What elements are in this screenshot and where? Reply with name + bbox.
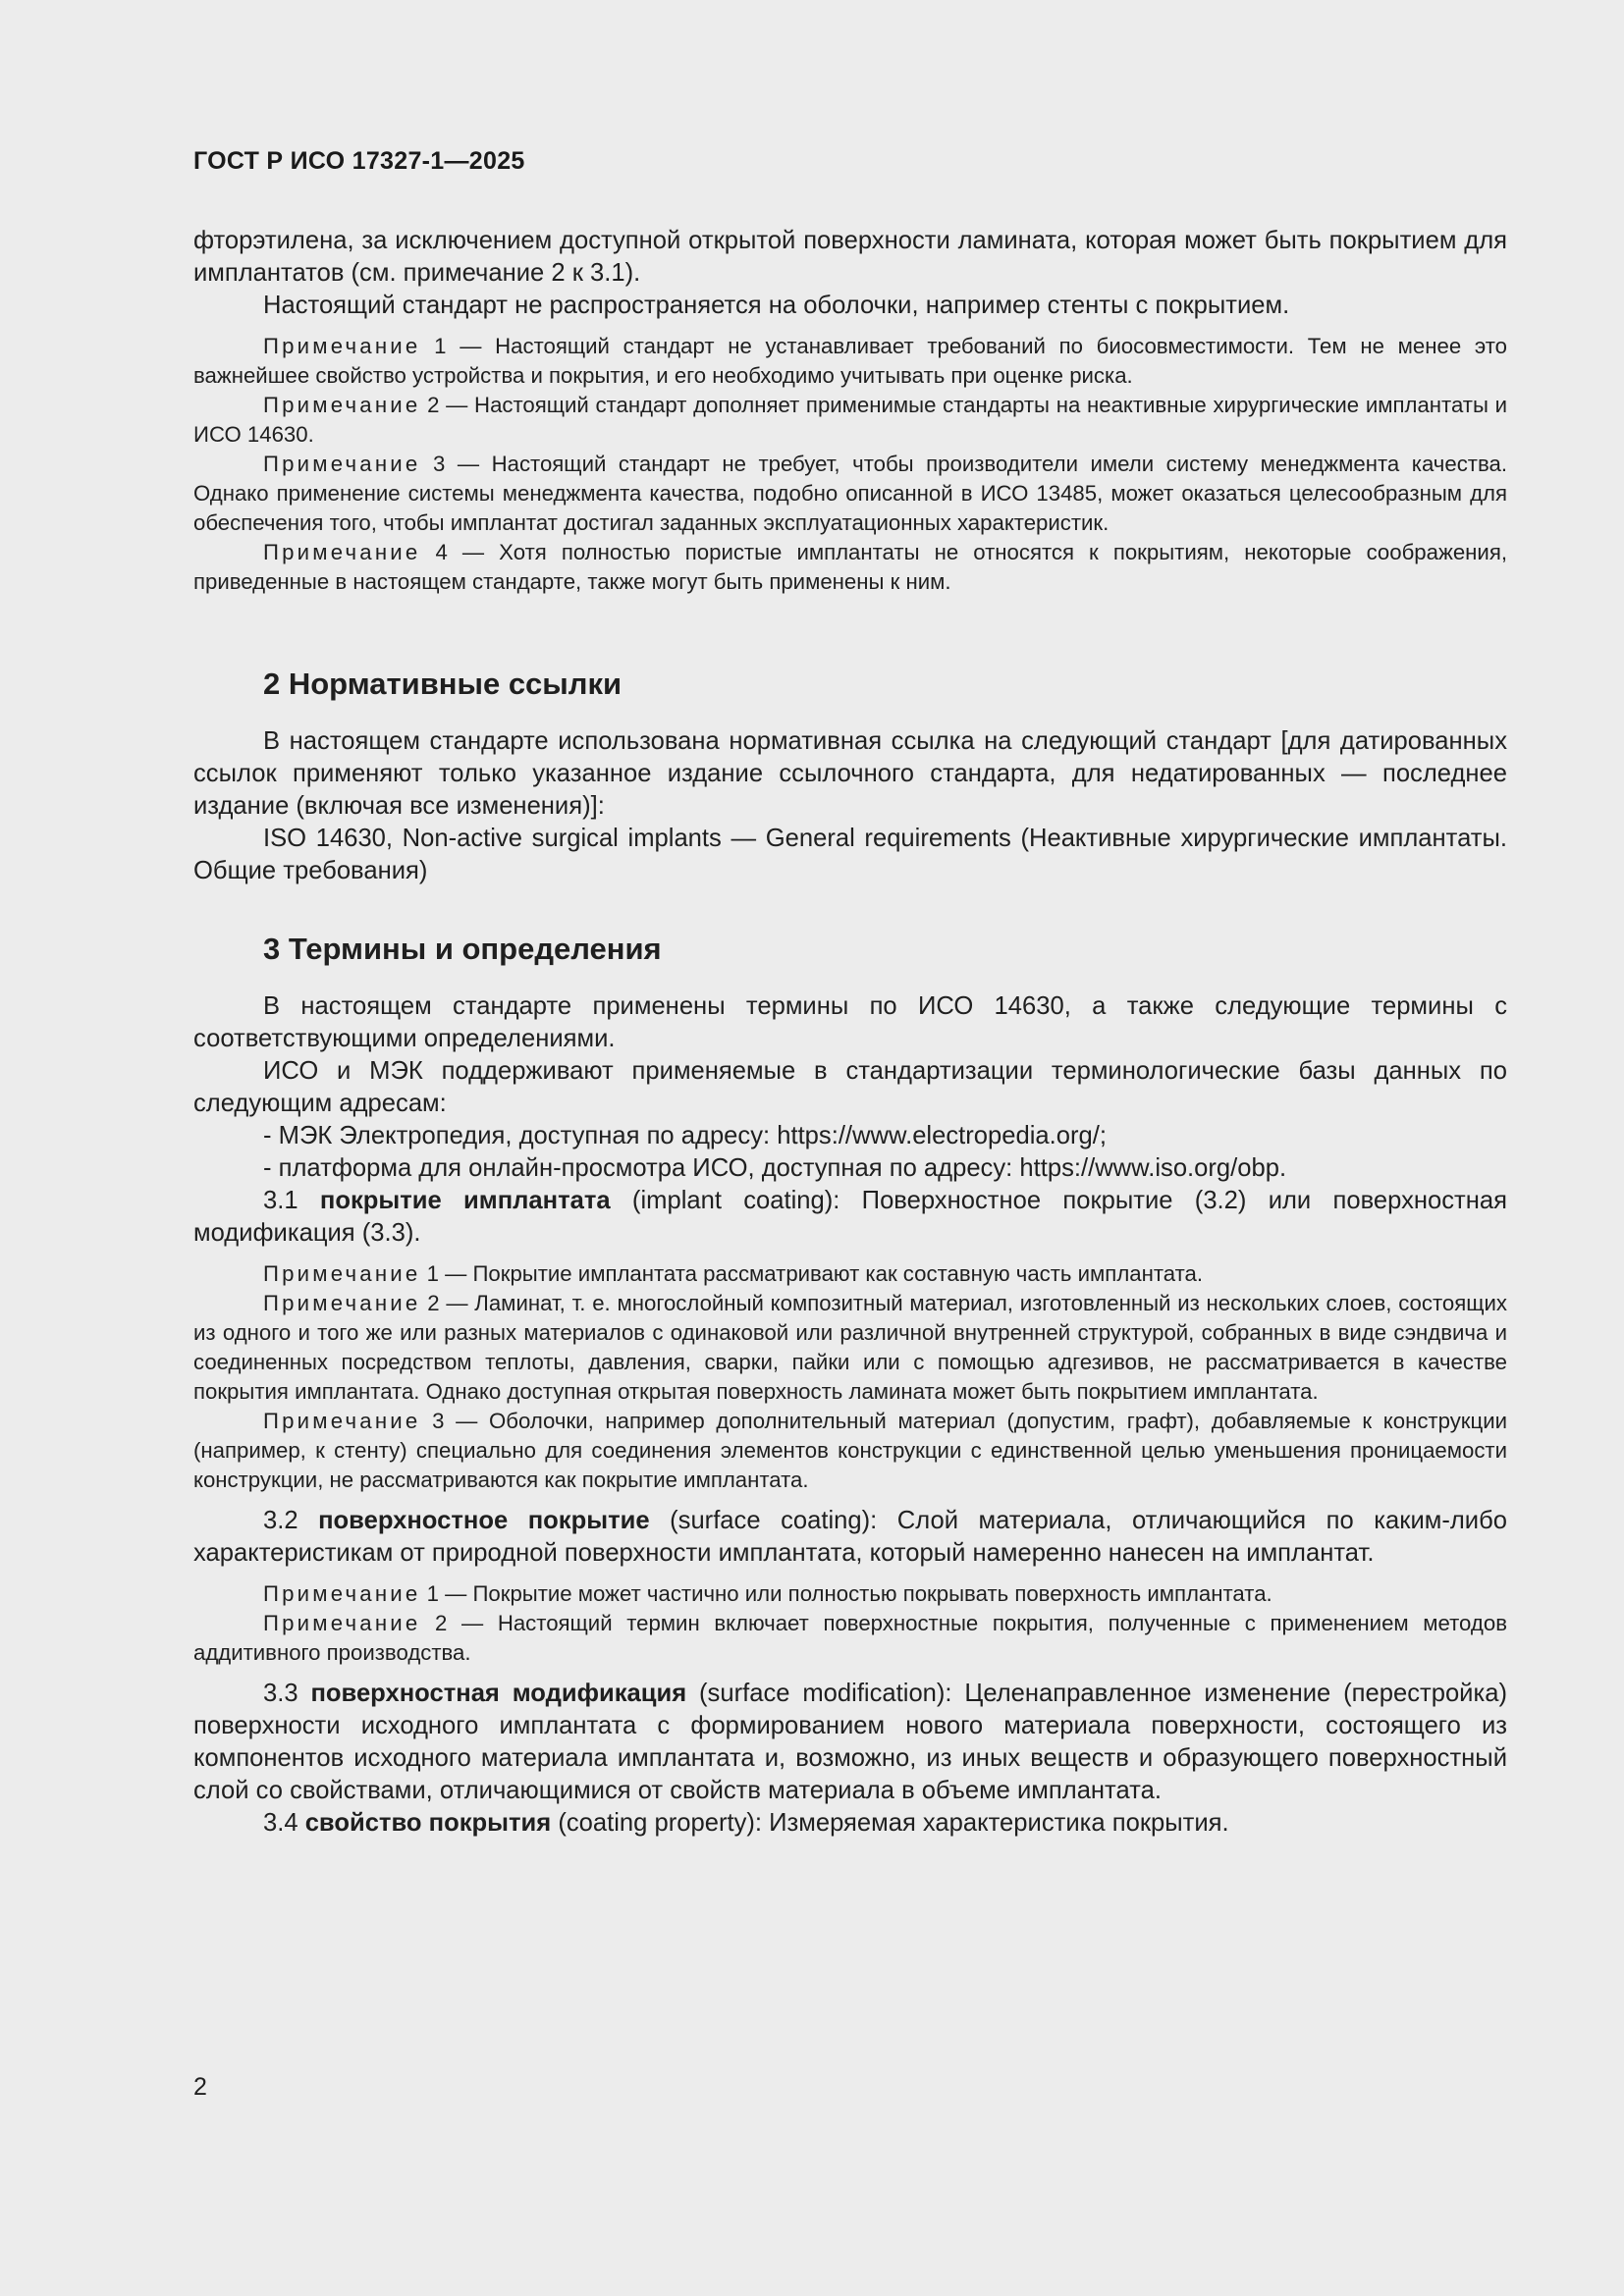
section-title: 3 Термины и определения <box>263 932 662 966</box>
note-text: 2 — Настоящий стандарт дополняет применимые стандарты на неактивные хирургические имплантаты и ИСО 14630. <box>193 393 1507 447</box>
term-number: 3.2 <box>263 1507 319 1534</box>
note-label: Примечание <box>263 393 421 417</box>
note-text: 2 — Ламинат, т. е. многослойный композитный материал, изготовленный из нескольких слоев, состоящих из одного и того же или разных материалов с одинаковой или различной внутренней структурой, собранных в виде сэндвича и соединенных посредством теплоты, давления, сварки, пайки или с помощью адгезивов, не рассматривается в качестве покрытия имплантата. Однако доступная открытая поверхность ламината может быть покрытием имплантата. <box>193 1291 1507 1404</box>
note <box>193 450 1507 538</box>
note-label: Примечание <box>263 1261 421 1286</box>
section-title: 2 Нормативные ссылки <box>263 667 623 701</box>
paragraph: Настоящий стандарт не распространяется на оболочки, например стенты с покрытием. <box>263 292 1290 319</box>
term-name: поверхностная модификация <box>310 1680 687 1707</box>
term-name: поверхностное покрытие <box>318 1507 650 1534</box>
section-normative-references <box>193 665 1507 887</box>
term-definition: (surface modification): Целенаправленное изменение (перестройка) поверхности исходного имплантата с формированием нового материала поверхности, состоящего из компонентов исходного материала имплантата и, возможно, из иных веществ и образующего поверхностный слой со свойствами, отличающимися от свойств материала в объеме имплантата. <box>193 1680 1507 1804</box>
note <box>193 538 1507 597</box>
note <box>193 1407 1507 1495</box>
term-definition: (surface coating): Слой материала, отличающийся по каким-либо характеристикам от природной поверхности имплантата, который намеренно нанесен на имплантат. <box>193 1507 1507 1567</box>
paragraph: В настоящем стандарте применены термины по ИСО 14630, а также следующие термины с соответствующими определениями. <box>193 992 1507 1052</box>
note <box>193 1259 1507 1289</box>
note <box>193 1289 1507 1407</box>
paragraph: В настоящем стандарте использована нормативная ссылка на следующий стандарт [для датированных ссылок применяют только указанное издание ссылочного стандарта, для недатированных — последнее издание (включая все изменения)]: <box>193 727 1507 820</box>
note <box>193 1609 1507 1668</box>
document-code-header: ГОСТ Р ИСО 17327-1—2025 <box>193 147 525 175</box>
term-entry-3-1 <box>193 1185 1507 1250</box>
note-label: Примечание <box>263 540 421 564</box>
note-label: Примечание <box>263 334 421 358</box>
term-definition: (implant coating): Поверхностное покрытие (3.2) или поверхностная модификация (3.3). <box>193 1187 1507 1247</box>
note <box>193 1579 1507 1609</box>
note <box>193 332 1507 391</box>
note-text: 1 — Покрытие может частично или полностью покрывать поверхность имплантата. <box>420 1581 1272 1606</box>
term-number: 3.3 <box>263 1680 311 1707</box>
term-definition: (coating property): Измеряемая характеристика покрытия. <box>551 1809 1229 1837</box>
intro-block <box>193 225 1507 597</box>
term-number: 3.1 <box>263 1187 320 1214</box>
term-entry-3-2 <box>193 1505 1507 1570</box>
note-text: 1 — Настоящий стандарт не устанавливает требований по биосовместимости. Тем не менее это важнейшее свойство устройства и покрытия, и его необходимо учитывать при оценке риска. <box>193 334 1507 388</box>
list-item: - платформа для онлайн-просмотра ИСО, доступная по адресу: https://www.iso.org/obp. <box>263 1154 1287 1182</box>
paragraph: фторэтилена, за исключением доступной открытой поверхности ламината, которая может быть покрытием для имплантатов (см. примечание 2 к 3.1). <box>193 227 1507 287</box>
term-entry-3-4 <box>193 1807 1507 1840</box>
note <box>193 391 1507 450</box>
note-label: Примечание <box>263 1291 421 1315</box>
note-label: Примечание <box>263 1581 421 1606</box>
page-number: 2 <box>193 2073 207 2101</box>
note-text: 3 — Настоящий стандарт не требует, чтобы производители имели систему менеджмента качества. Однако применение системы менеджмента качества, подобно описанной в ИСО 13485, может оказаться целесообразным для обеспечения того, чтобы имплантат достигал заданных эксплуатационных характеристик. <box>193 452 1507 535</box>
note-text: 4 — Хотя полностью пористые имплантаты не относятся к покрытиям, некоторые соображения, приведенные в настоящем стандарте, также могут быть применены к ним. <box>193 540 1507 594</box>
note-text: 3 — Оболочки, например дополнительный материал (допустим, графт), добавляемые к конструкции (например, к стенту) специально для соединения элементов конструкции с единственной целью уменьшения проницаемости конструкции, не рассматриваются как покрытие имплантата. <box>193 1409 1507 1492</box>
term-entry-3-3 <box>193 1678 1507 1807</box>
list-item: - МЭК Электропедия, доступная по адресу: https://www.electropedia.org/; <box>263 1122 1107 1149</box>
term-name: покрытие имплантата <box>319 1187 611 1214</box>
note-label: Примечание <box>263 1409 421 1433</box>
note-label: Примечание <box>263 1611 421 1635</box>
note-text: 2 — Настоящий термин включает поверхностные покрытия, полученные с применением методов аддитивного производства. <box>193 1611 1507 1665</box>
section-terms-definitions <box>193 930 1507 1840</box>
term-name: свойство покрытия <box>304 1809 552 1837</box>
note-label: Примечание <box>263 452 421 476</box>
paragraph: ИСО и МЭК поддерживают применяемые в стандартизации терминологические базы данных по следующим адресам: <box>193 1057 1507 1117</box>
paragraph: ISO 14630, Non-active surgical implants — General requirements (Неактивные хирургические имплантаты. Общие требования) <box>193 825 1507 884</box>
term-number: 3.4 <box>263 1809 305 1837</box>
note-text: 1 — Покрытие имплантата рассматривают как составную часть имплантата. <box>420 1261 1204 1286</box>
